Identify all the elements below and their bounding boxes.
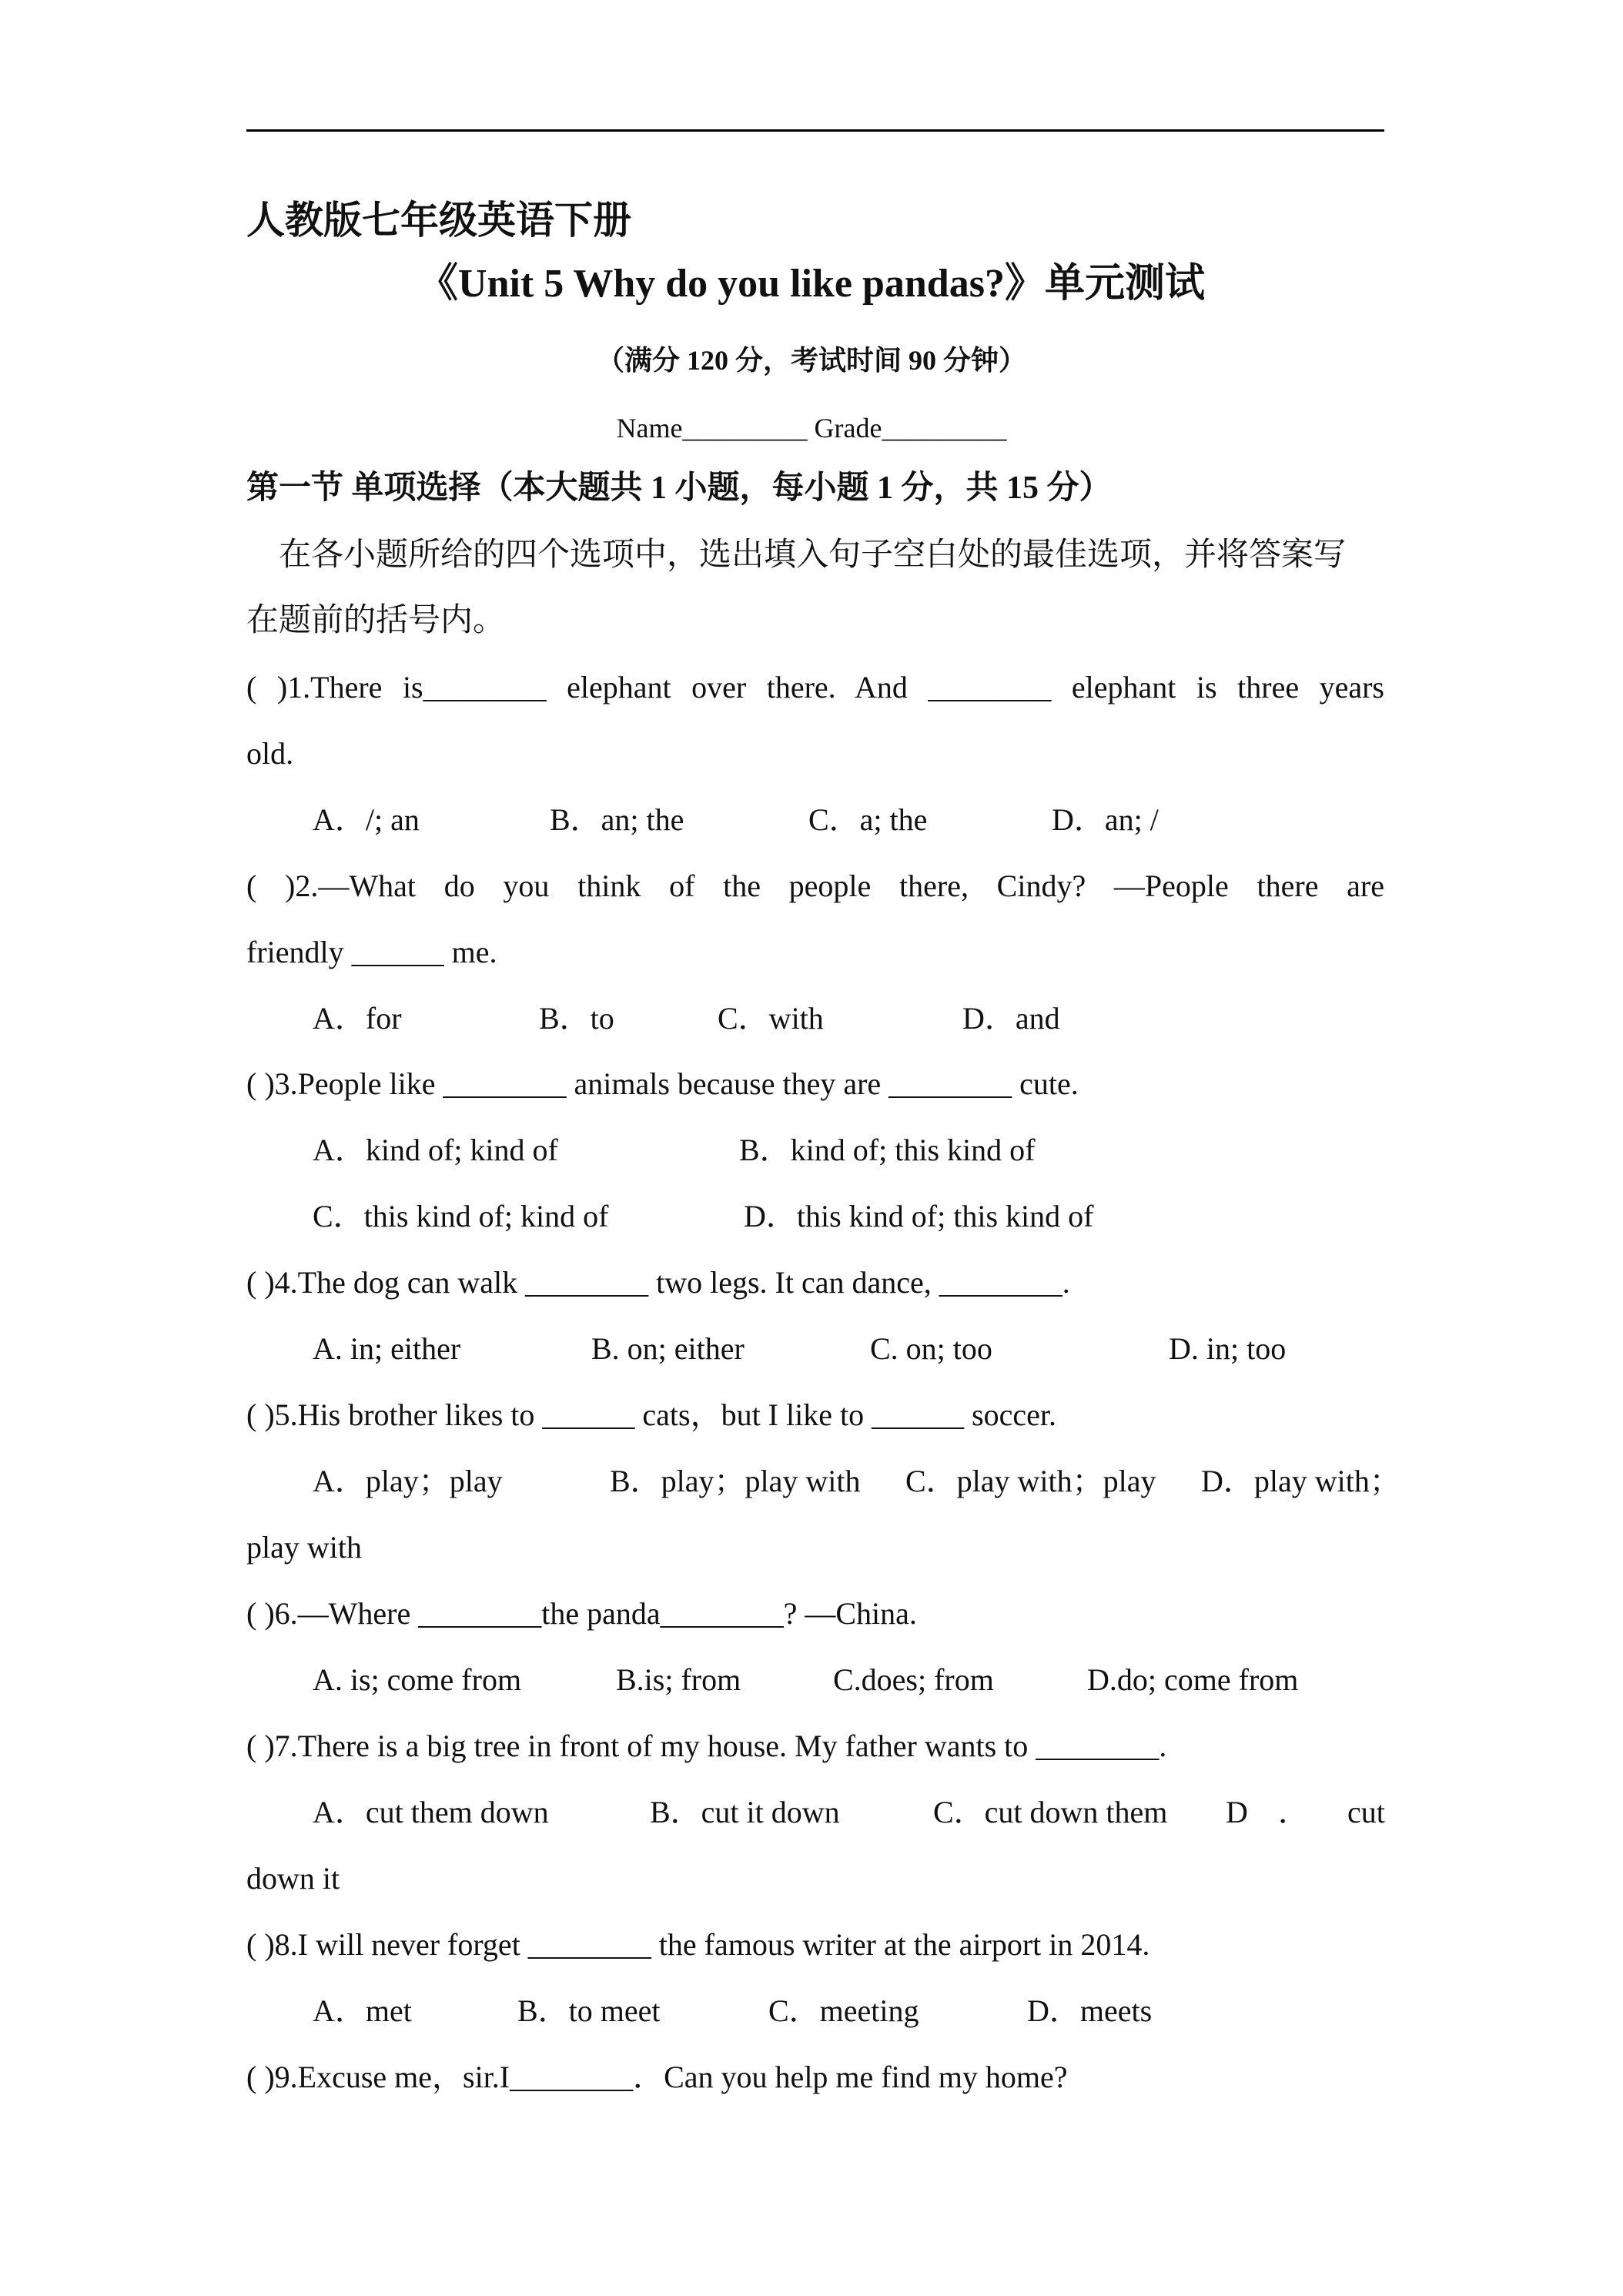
question-4-text: ( )4.The dog can walk ________ two legs. It can dance, ________. [246,1265,1070,1300]
q3-option-b: B．kind of; this kind of [739,1133,1036,1167]
q3-option-d: D．this kind of; this kind of [744,1199,1094,1233]
question-1-text: ( )1.There is________ elephant over there. And ________ elephant is three years [246,670,1384,705]
question-5-option-d-cont: play with [246,1530,362,1565]
q1-option-c: C．a; the [808,802,928,837]
exam-title-line2: 《Unit 5 Why do you like pandas?》单元测试 [418,262,1205,306]
name-grade-line: Name_________ Grade_________ [616,413,1007,443]
question-7-option-d-cont: down it [246,1861,340,1896]
q6-option-d: D.do; come from [1087,1662,1299,1697]
section-instruction-1: 在各小题所给的四个选项中，选出填入句子空白处的最佳选项，并将答案写 [279,537,1347,573]
section-heading: 第一节 单项选择（本大题共 1 小题，每小题 1 分，共 15 分） [246,470,1112,506]
question-3-text: ( )3.People like ________ animals because they are ________ cute. [246,1066,1079,1101]
q6-option-c: C.does; from [833,1662,994,1697]
q2-option-b: B．to [539,1001,614,1036]
q2-option-d: D．and [962,1001,1060,1036]
question-1-text-cont: old. [246,736,294,771]
q7-option-a: A．cut them down [313,1795,549,1829]
q2-option-a: A．for [313,1001,402,1036]
question-5-text: ( )5.His brother likes to ______ cats，but I like to ______ soccer. [246,1397,1057,1432]
q8-option-b: B．to meet [517,1993,661,2028]
q6-option-a: A. is; come from [313,1662,522,1697]
exam-subtitle: （满分 120 分，考试时间 90 分钟） [596,345,1026,376]
q3-option-a: A．kind of; kind of [313,1133,558,1167]
q4-option-a: A. in; either [313,1331,461,1366]
q7-option-d-letter: D [1226,1795,1248,1829]
question-8-text: ( )8.I will never forget ________ the famous writer at the airport in 2014. [246,1927,1150,1962]
q8-option-d: D．meets [1027,1993,1153,2028]
q5-option-a: A．play；play [313,1464,503,1498]
q4-option-b: B. on; either [591,1331,745,1366]
q5-option-b: B．play；play with [610,1464,861,1498]
q2-option-c: C．with [718,1001,824,1036]
q4-option-d: D. in; too [1169,1331,1287,1366]
q7-option-d-dot: ． [1278,1795,1309,1829]
header-rule [246,129,1384,132]
q8-option-c: C．meeting [768,1993,919,2028]
section-instruction-2: 在题前的括号内。 [246,603,506,638]
q7-option-c: C．cut down them [933,1795,1168,1829]
q7-option-b: B．cut it down [650,1795,840,1829]
q6-option-b: B.is; from [616,1662,741,1697]
q5-option-d: D．play with； [1201,1464,1400,1498]
q8-option-a: A．met [313,1993,412,2028]
question-6-text: ( )6.—Where ________the panda________? —China. [246,1596,917,1631]
q4-option-c: C. on; too [870,1331,992,1366]
q1-option-a: A．/; an [313,802,420,837]
question-2-text: ( )2.—What do you think of the people there, Cindy? —People there are [246,869,1384,903]
question-9-text: ( )9.Excuse me，sir.I________．Can you help me find my home? [246,2060,1068,2094]
q3-option-c: C．this kind of; kind of [313,1199,609,1233]
q5-option-c: C．play with；play [905,1464,1156,1498]
q7-option-d-text: cut [1347,1795,1385,1829]
question-7-text: ( )7.There is a big tree in front of my house. My father wants to ________. [246,1729,1167,1763]
q1-option-b: B．an; the [550,802,684,837]
question-2-text-cont: friendly ______ me. [246,935,497,969]
q1-option-d: D．an; / [1052,802,1159,837]
exam-title-line1: 人教版七年级英语下册 [246,199,631,242]
